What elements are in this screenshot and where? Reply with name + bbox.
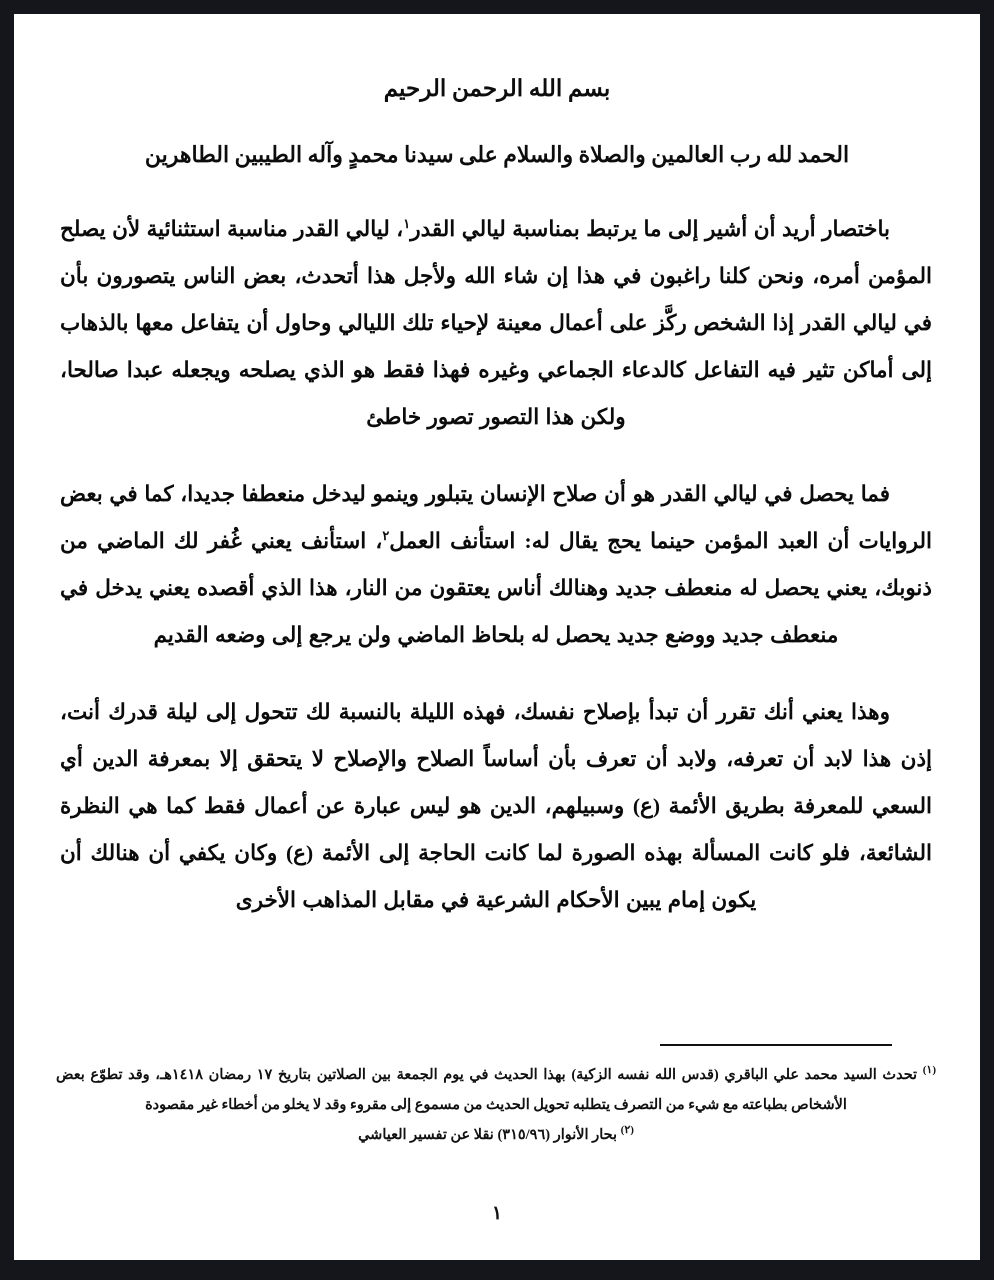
paragraph-1-text-before-ref: باختصار أريد أن أشير إلى ما يرتبط بمناسبة ليالي القدر bbox=[410, 217, 890, 241]
footnote-item-1 bbox=[56, 1060, 936, 1120]
footnote-marker-2: (٢) bbox=[620, 1124, 634, 1137]
footnote-marker-1: (١) bbox=[922, 1064, 936, 1077]
scanned-page bbox=[14, 14, 980, 1260]
body-text bbox=[60, 206, 932, 924]
page-number: ١ bbox=[491, 1203, 503, 1224]
basmala-heading: بسم الله الرحمن الرحيم bbox=[383, 76, 611, 101]
page-content bbox=[14, 14, 980, 1260]
footnote-text-2: بحار الأنوار (٣١٥/٩٦) نقلا عن تفسير العياشي bbox=[358, 1127, 618, 1143]
footnote-text-1: تحدث السيد محمد علي الباقري (قدس الله نفسه الزكية) بهذا الحديث في يوم الجمعة بين الصلاتين بتاريخ ١٧ رمضان ١٤١٨هـ، وقد تطوّع بعض الأشخاص بطباعته مع شيء من التصرف يتطلبه تحويل الحديث من مسموع إلى مقروء وقد لا يخلو من أخطاء غير مقصودة bbox=[56, 1067, 918, 1113]
salutation-heading: الحمد لله رب العالمين والصلاة والسلام على سيدنا محمدٍ وآله الطيبين الطاهرين bbox=[144, 142, 850, 167]
paragraph-1-text-after-ref: ، ليالي القدر مناسبة استثنائية لأن يصلح المؤمن أمره، ونحن كلنا راغبون في هذا إن شاء الله ولأجل هذا أتحدث، بعض الناس يتصورون بأن في ليالي القدر إذا الشخص ركَّز على أعمال معينة لإحياء تلك الليالي وحاول أن يتفاعل معها بالذهاب إلى أماكن تثير فيه التفاعل كالدعاء الجماعي وغيره فهذا فقط هو الذي يصلحه ويجعله عبدا صالحا، ولكن هذا التصور تصور خاطئ bbox=[60, 217, 932, 429]
footnote-item-2 bbox=[56, 1120, 936, 1150]
paragraph-2 bbox=[60, 471, 932, 659]
footnote-separator-rule bbox=[660, 1044, 892, 1046]
paragraph-1 bbox=[60, 206, 932, 441]
paragraph-3-text: وهذا يعني أنك تقرر أن تبدأ بإصلاح نفسك، فهذه الليلة بالنسبة لك تتحول إلى ليلة قدرك أنت، إذن هذا لابد أن تعرفه، ولابد أن تعرف بأن أساساً الصلاح والإصلاح لا يتحقق إلا بمعرفة الدين أي السعي للمعرفة بطريق الأئمة (ع) وسبيلهم، الدين هو ليس عبارة عن أعمال فقط كما هي النظرة الشائعة، فلو كانت المسألة بهذه الصورة لما كانت الحاجة إلى الأئمة (ع) وكان يكفي أن هنالك أن يكون إمام يبين الأحكام الشرعية في مقابل المذاهب الأخرى bbox=[60, 700, 932, 912]
footnote-ref-1[interactable]: ١ bbox=[403, 215, 411, 231]
footnote-ref-2[interactable]: ٢ bbox=[382, 527, 390, 543]
paragraph-2-text-after-ref: ، استأنف يعني غُفر لك الماضي من ذنوبك، يعني يحصل له منعطف جديد وهنالك أناس يعتقون من النار، هذا الذي أقصده يعني يدخل في منعطف جديد ووضع جديد يحصل له بلحاظ الماضي ولن يرجع إلى وضعه القديم bbox=[60, 529, 932, 647]
paragraph-2-text-before-ref: فما يحصل في ليالي القدر هو أن صلاح الإنسان يتبلور وينمو ليدخل منعطفا جديدا، كما في بعض الروايات أن العبد المؤمن حينما يحج يقال له: استأنف العمل bbox=[60, 482, 932, 553]
paragraph-3 bbox=[60, 689, 932, 924]
footnote-list bbox=[56, 1060, 936, 1150]
